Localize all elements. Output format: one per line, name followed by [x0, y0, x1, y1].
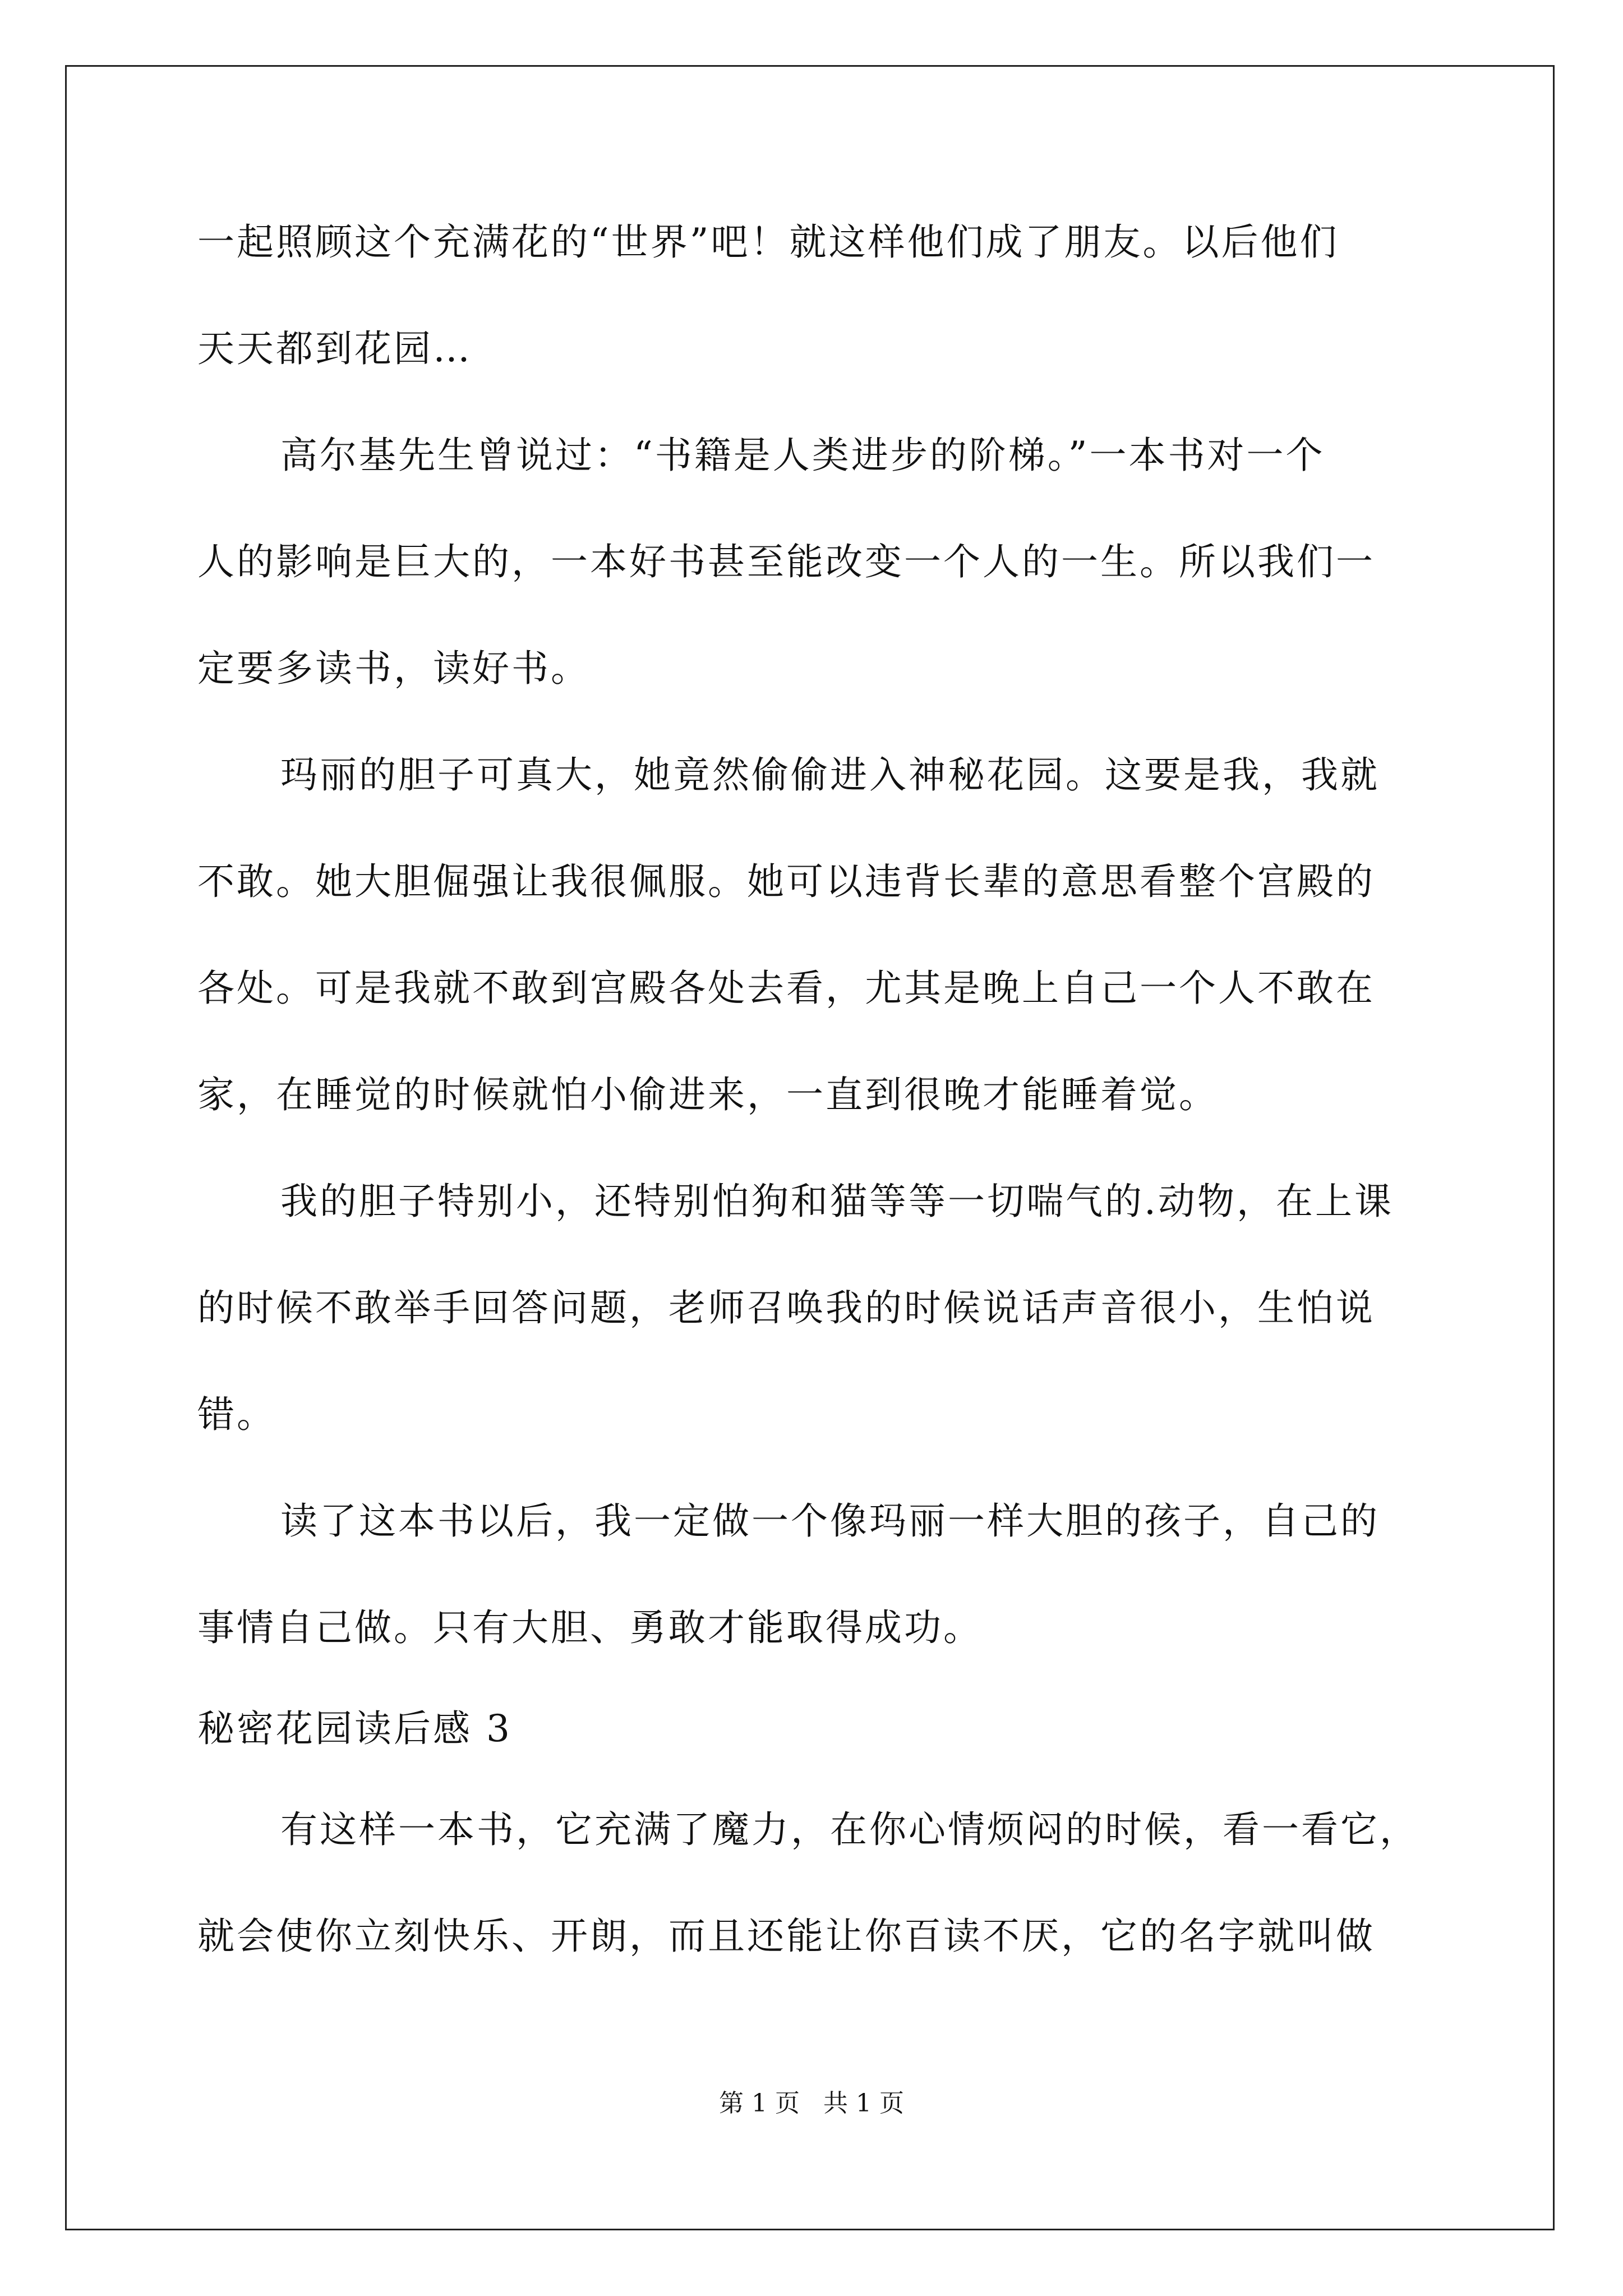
page-footer	[0, 2087, 1623, 2120]
text-line: 就会使你立刻快乐、开朗，而且还能让你百读不厌，它的名字就叫做	[197, 1915, 1375, 1958]
text-line: 一起照顾这个充满花的“世界”吧！就这样他们成了朋友。以后他们	[197, 220, 1339, 264]
text-line: 不敢。她大胆倔强让我很佩服。她可以违背长辈的意思看整个宫殿的	[197, 860, 1375, 903]
text-line: 天天都到花园…	[197, 327, 472, 370]
section-heading: 秘密花园读后感 3	[197, 1707, 512, 1750]
paragraph-start-line: 我的胆子特别小，还特别怕狗和猫等等一切喘气的.动物，在上课	[280, 1180, 1394, 1223]
paragraph-start-line: 高尔基先生曾说过：“书籍是人类进步的阶梯。”一本书对一个	[280, 434, 1325, 477]
text-line: 事情自己做。只有大胆、勇敢才能取得成功。	[197, 1606, 983, 1649]
text-line: 定要多读书，读好书。	[197, 647, 590, 690]
page-number-total: 共 1 页	[823, 2089, 904, 2118]
text-line: 的时候不敢举手回答问题，老师召唤我的时候说话声音很小，生怕说	[197, 1286, 1375, 1329]
page-number-current: 第 1 页	[719, 2089, 800, 2118]
paragraph-start-line: 有这样一本书，它充满了魔力，在你心情烦闷的时候，看一看它，	[280, 1808, 1419, 1851]
text-line: 家，在睡觉的时候就怕小偷进来，一直到很晚才能睡着觉。	[197, 1073, 1218, 1116]
text-line: 人的影响是巨大的，一本好书甚至能改变一个人的一生。所以我们一	[197, 540, 1375, 583]
text-line: 各处。可是我就不敢到宫殿各处去看，尤其是晚上自己一个人不敢在	[197, 967, 1375, 1010]
paragraph-start-line: 玛丽的胆子可真大，她竟然偷偷进入神秘花园。这要是我，我就	[280, 753, 1380, 797]
paragraph-start-line: 读了这本书以后，我一定做一个像玛丽一样大胆的孩子，自己的	[280, 1499, 1380, 1543]
text-line: 错。	[197, 1393, 276, 1436]
